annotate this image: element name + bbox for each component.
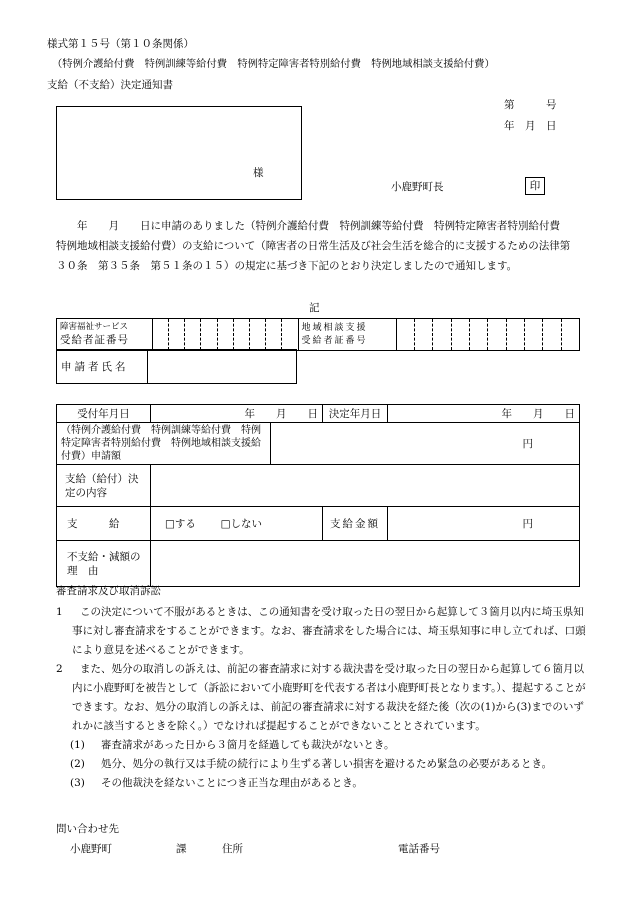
- document-number: 第 号: [504, 99, 557, 111]
- addressee-box: [56, 106, 302, 200]
- cert-digit[interactable]: [169, 319, 185, 351]
- form-number: 様式第１５号（第１０条関係）: [47, 38, 194, 50]
- contact-section: 課: [176, 843, 187, 855]
- cert-digit[interactable]: [250, 319, 266, 351]
- notice-body: 年 月 日に申請のありました（特例介護給付費 特例訓練等給付費 特例特定障害者特別給付費 特例地域相談支援給付費）の支給について（障害者の日常生活及び社会生活を総合的に支援するための法律第３０条 第３５条 第５１条の１５）の規定に基づき下記のとおり決定しましたので通知します。: [56, 220, 571, 272]
- applicant-name-field[interactable]: [148, 350, 297, 384]
- chiiki-digit[interactable]: [414, 319, 432, 351]
- certificate-table: [56, 318, 580, 351]
- chiiki-digit[interactable]: [561, 319, 579, 351]
- cert-digit[interactable]: [266, 319, 282, 351]
- contact-heading: 問い合わせ先: [56, 823, 119, 835]
- chiiki-digit[interactable]: [524, 319, 542, 351]
- document-title: 支給（不支給）決定通知書: [47, 79, 173, 91]
- decision-date-label: 決定年月日: [323, 405, 388, 423]
- fushikyu-reason-field[interactable]: [151, 541, 580, 587]
- cert-digit[interactable]: [233, 319, 249, 351]
- ki-label: 記: [309, 302, 320, 314]
- decision-content-field[interactable]: [151, 465, 580, 507]
- notice-subitem: (3) その他裁決を経ないことにつき正当な理由があるとき。: [70, 777, 363, 789]
- notice-list: [56, 603, 586, 793]
- received-date-field[interactable]: 年 月 日: [151, 405, 323, 423]
- decision-table: [56, 404, 580, 587]
- chiiki-digit[interactable]: [433, 319, 451, 351]
- shikyu-options: [151, 507, 323, 541]
- chiiki-digit[interactable]: [469, 319, 487, 351]
- cert-number-label: 障害福祉サービス 受給者証番号: [57, 319, 153, 351]
- shikyu-amount-field[interactable]: 円: [388, 507, 580, 541]
- chiiki-digit[interactable]: [396, 319, 414, 351]
- applicant-table: [56, 349, 297, 384]
- seal-mark: 印: [525, 177, 545, 195]
- form-subtitle: （特例介護給付費 特例訓練等給付費 特例特定障害者特別給付費 特例地域相談支援給付費）: [52, 58, 495, 70]
- contact-town: 小鹿野町: [70, 843, 112, 855]
- document-date: 年 月 日: [504, 120, 557, 132]
- chiiki-digit[interactable]: [543, 319, 561, 351]
- notice-subitem: (1) 審査請求があった日から３箇月を経過しても裁決がないとき。: [70, 739, 395, 751]
- decision-date-field[interactable]: 年 月 日: [388, 405, 580, 423]
- cert-digit[interactable]: [185, 319, 201, 351]
- fushikyu-reason-label: 不支給・減額の 理 由: [57, 541, 151, 587]
- issuer-name: 小鹿野町長: [391, 181, 444, 193]
- cert-digit[interactable]: [282, 319, 298, 351]
- contact-phone: 電話番号: [398, 843, 440, 855]
- application-amount-label: （特例介護給付費 特例訓練等給付費 特例特定障害者特別給付費 特例地域相談支援給付費）申請額: [57, 423, 271, 465]
- addressee-suffix: 様: [253, 167, 264, 179]
- cert-digit[interactable]: [201, 319, 217, 351]
- chiiki-digit[interactable]: [451, 319, 469, 351]
- contact-address: 住所: [222, 843, 243, 855]
- notice-subitem: (2) 処分、処分の執行又は手続の続行により生ずる著しい損害を避けるため緊急の必要があるとき。: [70, 758, 553, 770]
- notice-heading: 審査請求及び取消訴訟: [56, 585, 161, 597]
- cert-digit[interactable]: [152, 319, 168, 351]
- notice-item: 1 この決定について不服があるときは、この通知書を受け取った日の翌日から起算して３箇月以内に埼玉県知事に対し審査請求をすることができます。なお、審査請求をした場合には、埼玉県知事に申し立てれば、口頭により意見を述べることができます。: [56, 606, 586, 656]
- chiiki-digit[interactable]: [506, 319, 524, 351]
- shikyu-amount-label: 支給金額: [323, 507, 388, 541]
- chiiki-number-label: 地域相談支援 受給者証番号: [298, 319, 396, 351]
- shikyu-label: 支 給: [57, 507, 151, 541]
- notice-item: 2 また、処分の取消しの訴えは、前記の審査請求に対する裁決書を受け取った日の翌日から起算して６箇月以内に小鹿野町を被告として（訴訟において小鹿野町を代表する者は小鹿野町長となります。）、提起することができます。なお、処分の取消しの訴えは、前記の審査請求に対する裁決を経た後（次の(1)から(3)までのいずれかに該当するときを除く。）でなければ提起することができないこととされています。: [56, 663, 586, 732]
- chiiki-digit[interactable]: [488, 319, 506, 351]
- cert-digit[interactable]: [217, 319, 233, 351]
- decision-content-label: 支給（給付）決定の内容: [57, 465, 151, 507]
- received-date-label: 受付年月日: [57, 405, 151, 423]
- application-amount-field[interactable]: 円: [271, 423, 580, 465]
- option-no-checkbox[interactable]: □しない: [220, 518, 263, 530]
- applicant-name-label: 申請者氏名: [57, 350, 148, 384]
- option-yes-checkbox[interactable]: □する: [165, 518, 196, 530]
